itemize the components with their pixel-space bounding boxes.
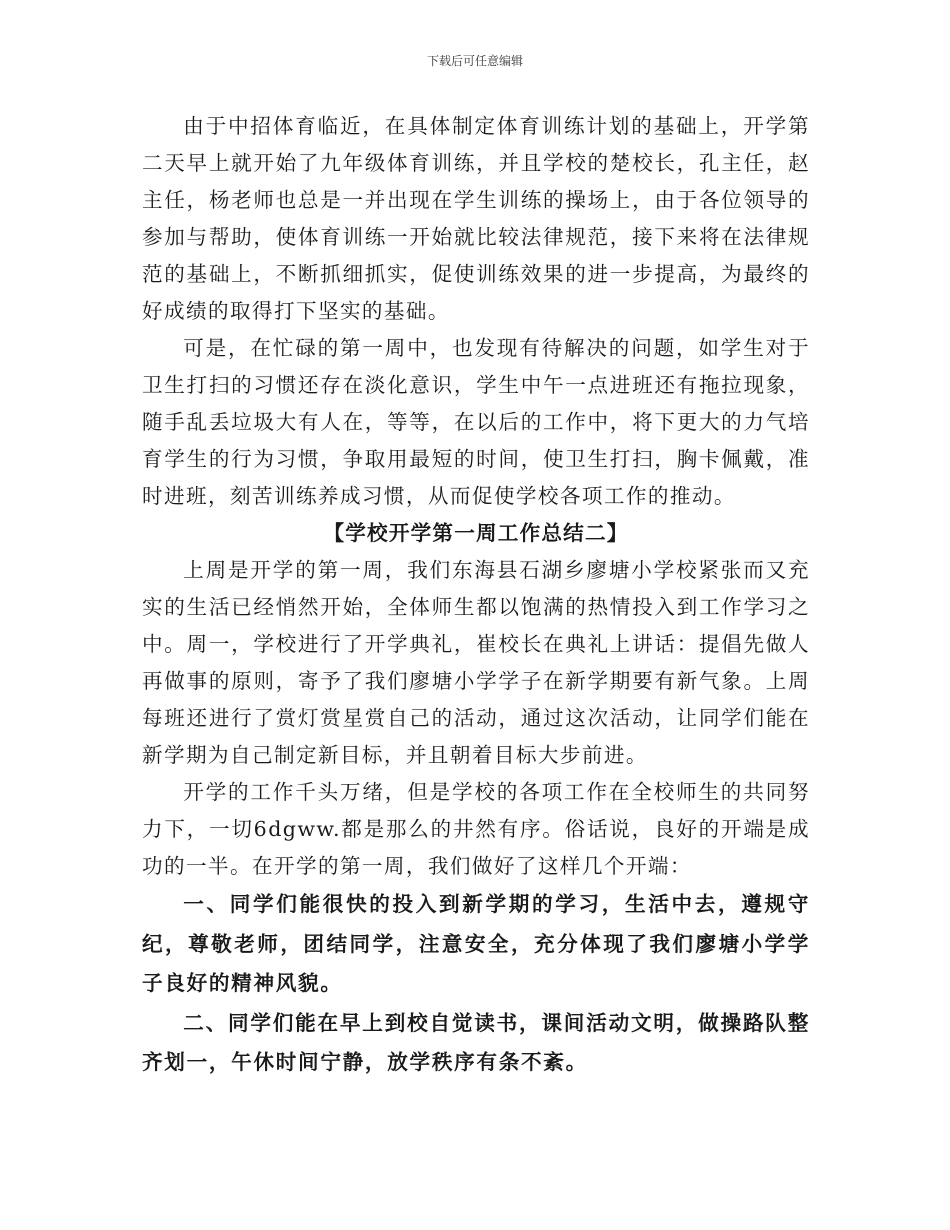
paragraph-first-week: 上周是开学的第一周，我们东海县石湖乡廖塘小学校紧张而又充实的生活已经悄然开始，全体师生都以饱满的热情投入到工作学习之中。周一，学校进行了开学典礼，崔校长在典礼上讲话：提倡先做人再做事的原则，寄予了我们廖塘小学学子在新学期要有新气象。上周每班还进行了赏灯赏星赏自己的活动，通过这次活动，让同学们能在新学期为自己制定新目标，并且朝着目标大步前进。	[142, 558, 810, 767]
paragraph-good-start: 开学的工作千头万绪，但是学校的各项工作在全校师生的共同努力下，一切6dgww.都是那么的井然有序。俗话说，良好的开端是成功的一半。在开学的第一周，我们做好了这样几个开端：	[142, 780, 810, 878]
paragraph-training: 由于中招体育临近，在具体制定体育训练计划的基础上，开学第二天早上就开始了九年级体育训练，并且学校的楚校长，孔主任，赵主任，杨老师也总是一并出现在学生训练的操场上，由于各位领导的参加与帮助，使体育训练一开始就比较法律规范，接下来将在法律规范的基础上，不断抓细抓实，促使训练效果的进一步提高，为最终的好成绩的取得打下坚实的基础。	[142, 114, 810, 323]
bold-point-two: 二、同学们能在早上到校自觉读书，课间活动文明，做操路队整齐划一，午休时间宁静，放学秩序有条不紊。	[142, 1010, 810, 1074]
section-heading: 【学校开学第一周工作总结二】	[323, 521, 629, 545]
bold-point-one: 一、同学们能很快的投入到新学期的学习，生活中去，遵规守纪，尊敬老师，团结同学，注意安全，充分体现了我们廖塘小学学子良好的精神风貌。	[142, 892, 810, 995]
paragraph-problems: 可是，在忙碌的第一周中，也发现有待解决的问题，如学生对于卫生打扫的习惯还存在淡化意识，学生中午一点进班还有拖拉现象，随手乱丢垃圾大有人在，等等，在以后的工作中，将下更大的力气培育学生的行为习惯，争取用最短的时间，使卫生打扫，胸卡佩戴，准时进班，刻苦训练养成习惯，从而促使学校各项工作的推动。	[142, 336, 810, 508]
page-header-note: 下载后可任意编辑	[426, 54, 523, 68]
document-body	[142, 108, 810, 1083]
